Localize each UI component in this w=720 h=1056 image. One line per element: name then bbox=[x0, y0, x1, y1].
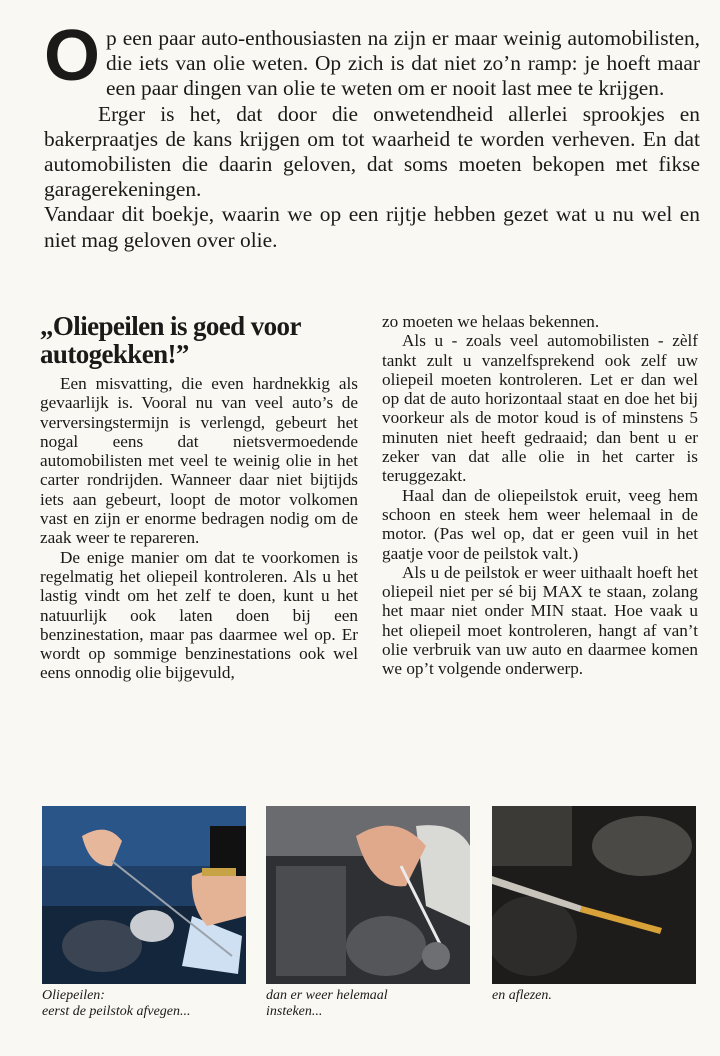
caption-1 bbox=[42, 988, 191, 1020]
intro-paragraph-1 bbox=[44, 16, 700, 102]
photo-wiping-dipstick bbox=[42, 806, 246, 984]
intro-text bbox=[44, 16, 700, 253]
intro-paragraph-3: Vandaar dit boekje, waarin we op een rijtje hebben gezet wat u nu wel en niet mag geloven over olie. bbox=[44, 202, 700, 252]
left-paragraph-1: Een misvatting, die even hardnekkig als gevaarlijk is. Vooral nu van veel auto’s de verversingstermijn is verlengd, gebeurt het nogal eens dat nietsvermoedende automobilisten met veel te weinig olie in het carter rondrijden. Wanneer daar niet bijtijds iets aan gebeurt, loopt de motor volkomen vast en zijn er enorme bedragen nodig om de zaak weer te repareren. bbox=[40, 374, 358, 548]
caption-2-line-2: insteken... bbox=[266, 1004, 323, 1019]
caption-1-line-1: Oliepeilen: bbox=[42, 988, 105, 1003]
left-paragraph-2: De enige manier om dat te voorkomen is regelmatig het oliepeil kontroleren. Als u het lastig vindt om het zelf te doen, kunt u het natuurlijk ook laten doen bij een benzinestation, maar pas daarmee wel op. Er wordt op sommige benzinestations ook wel eens onnodig olie bijgevuld, bbox=[40, 547, 358, 683]
caption-2 bbox=[266, 988, 388, 1020]
article-headline: „Oliepeilen is goed voor autogekken!” bbox=[40, 311, 301, 369]
photo-inserting-dipstick bbox=[266, 806, 470, 984]
caption-1-line-2: eerst de peilstok afvegen... bbox=[42, 1004, 191, 1019]
photo-reading-dipstick bbox=[492, 806, 696, 984]
right-paragraph-1: zo moeten we helaas bekennen. bbox=[382, 312, 600, 331]
caption-3-line-1: en aflezen. bbox=[492, 988, 552, 1003]
intro-paragraph-2: Erger is het, dat door die onwetendheid allerlei sprookjes en bakerpraatjes de kans krijgen om tot waarheid te worden verheven. En dat automobilisten die daarin geloven, dat soms moeten bekopen met fikse garagerekeningen. bbox=[44, 101, 700, 202]
article-left-column bbox=[40, 312, 358, 683]
right-paragraph-2: Als u - zoals veel automobilisten - zèlf tankt zult u vanzelfsprekend ook zelf uw oliepeil moeten kontroleren. Let er dan wel op dat de auto horizontaal staat en doe het bij voorkeur als de motor koud is of minstens 5 minuten niet heeft gedraaid; dan bent u er zeker van dat alle olie in het carter is teruggezakt. bbox=[382, 331, 698, 486]
intro-paragraph-1-text: p een paar auto-enthousiasten na zijn er maar weinig automobilisten, die iets van olie weten. Op zich is dat niet zo’n ramp: je hoeft maar een paar dingen van olie te weten om er nooit last mee te krijgen. bbox=[106, 26, 700, 101]
caption-2-line-1: dan er weer helemaal bbox=[266, 988, 388, 1003]
drop-cap: O bbox=[44, 16, 101, 96]
caption-3 bbox=[492, 988, 552, 1004]
right-paragraph-4: Als u de peilstok er weer uithaalt hoeft het oliepeil niet per sé bij MAX te staan, zolang het maar niet onder MIN staat. Hoe vaak u het oliepeil moet kontroleren, hangt af van’t olie verbruik van uw auto en daarmee komen we op’t volgende onderwerp. bbox=[382, 562, 698, 679]
right-paragraph-3: Haal dan de oliepeilstok eruit, veeg hem schoon en steek hem weer helemaal in de motor. (Pas wel op, dat er geen vuil in het gaatje voor de peilstok valt.) bbox=[382, 485, 698, 563]
article-right-column bbox=[382, 312, 698, 679]
